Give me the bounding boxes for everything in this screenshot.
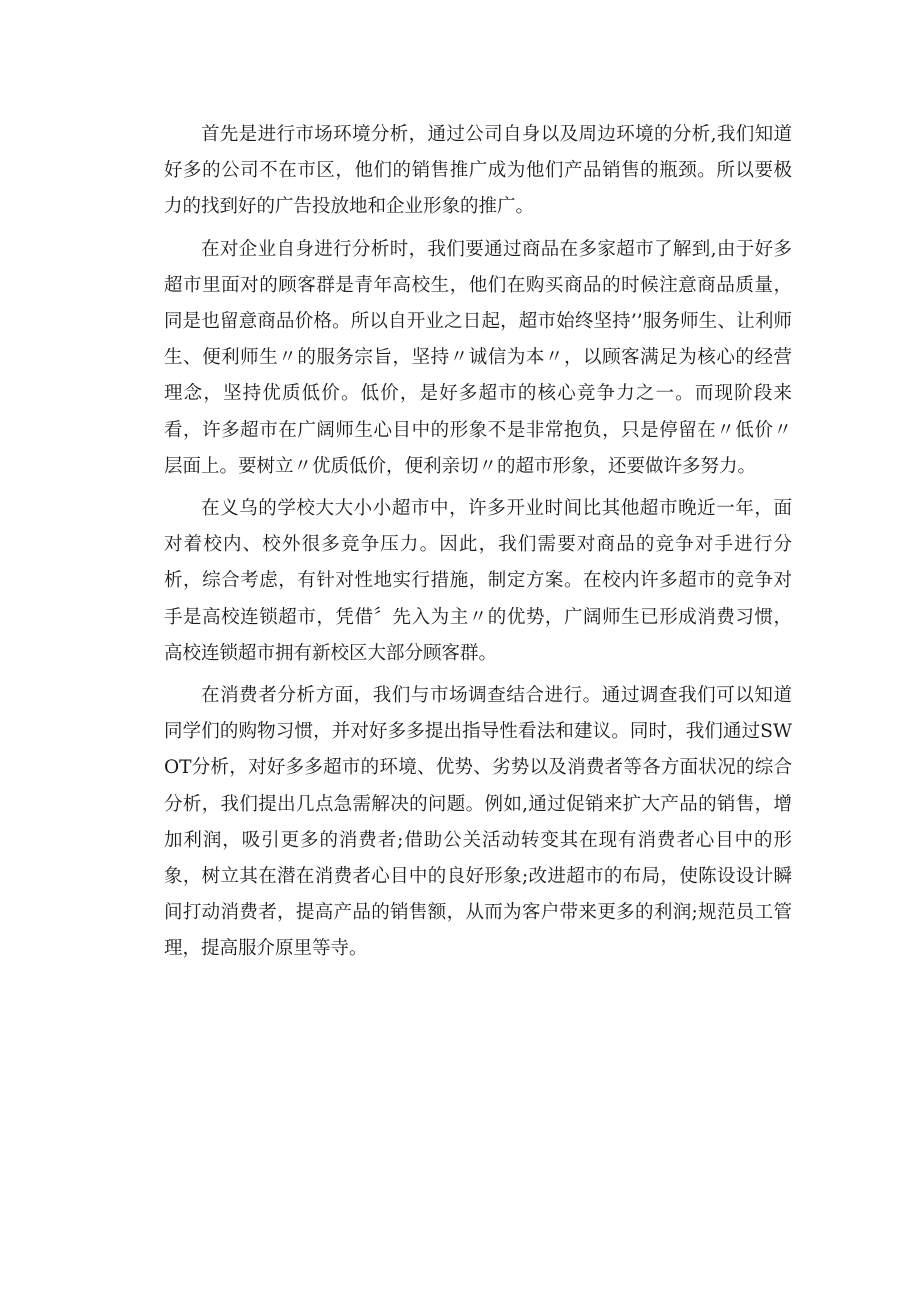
paragraph-self-analysis: 在对企业自身进行分析时，我们要通过商品在多家超市了解到,由于好多超市里面对的顾客群是青年高校生，他们在购买商品的时候注意商品质量，同是也留意商品价格。所以自开业之日起，超市始终坚持’’服务师生、让利师生、便利师生〃的服务宗旨，坚持〃诚信为本〃，以顾客满足为核心的经营理念，坚持优质低价。低价，是好多超市的核心竞争力之一。而现阶段来看，许多超市在广阔师生心目中的形象不是非常抱负，只是停留在〃低价〃层面上。要树立〃优质低价，便利亲切〃的超市形象，还要做许多努力。: [164, 238, 792, 477]
paragraph-market-environment: 首先是进行市场环境分析，通过公司自身以及周边环境的分析,我们知道好多的公司不在市区，他们的销售推广成为他们产品销售的瓶颈。所以要极力的找到好的广告投放地和企业形象的推广。: [164, 124, 792, 218]
paragraph-consumer-analysis: 在消费者分析方面，我们与市场调查结合进行。通过调查我们可以知道同学们的购物习惯，并对好多多提出指导性看法和建议。同时，我们通过SWOT分析，对好多多超市的环境、优势、劣势以及消费者等各方面状况的综合分析，我们提出几点急需解决的问题。例如,通过促销来扩大产品的销售，增加利润，吸引更多的消费者;借助公关活动转变其在现有消费者心目中的形象，树立其在潜在消费者心目中的良好形象;改进超市的布局，使陈设设计瞬间打动消费者，提高产品的销售额，从而为客户带来更多的利润;规范员工管理，提高服介原里等寺。: [164, 685, 792, 960]
paragraph-competitor-analysis: 在义乌的学校大大小小超市中，许多开业时间比其他超市晚近一年，面对着校内、校外很多竞争压力。因此，我们需要对商品的竞争对手进行分析，综合考虑，有针对性地实行措施，制定方案。在校内许多超市的竞争对手是高校连锁超市，凭借〞先入为主〃的优势，广阔师生已形成消费习惯，高校连锁超市拥有新校区大部分顾客群。: [164, 498, 792, 664]
document-body: [164, 117, 792, 974]
